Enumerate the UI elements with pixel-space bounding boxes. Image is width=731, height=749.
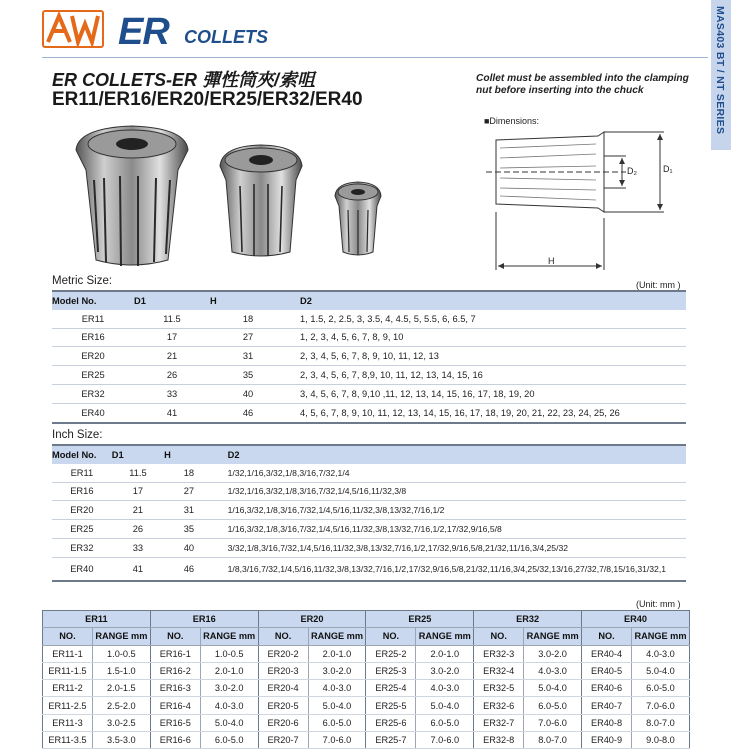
range-group-er11: ER11 [43,611,151,628]
table-row [43,732,690,749]
d1-cell: 26 [112,520,164,539]
h-cell: 40 [164,538,214,557]
dimensions-label: ■Dimensions: [484,116,539,126]
d2-cell: 2, 3, 4, 5, 6, 7, 8, 9, 10, 11, 12, 13 [286,347,686,366]
h-cell: 18 [164,464,214,482]
range-no-cell: ER32-8 [474,732,524,749]
range-table-body [43,645,690,749]
d2-cell: 1/32,1/16,3/32,1/8,3/16,7/32,1/4 [214,464,686,482]
table-row [52,538,686,557]
range-no-cell: ER40-6 [582,680,632,697]
range-group-er25: ER25 [366,611,474,628]
range-subheader-range: RANGE mm [92,628,150,645]
range-value-cell: 9.0-8.0 [631,732,689,749]
model-cell: ER32 [52,538,112,557]
company-logo [42,10,104,48]
range-no-cell: ER32-4 [474,662,524,679]
range-value-cell: 3.0-2.5 [92,714,150,731]
model-cell: ER11 [52,310,134,328]
page-title: ER COLLETS-ER 彈性筒夾/索咀 [52,70,316,90]
range-value-cell: 1.5-1.0 [92,662,150,679]
range-value-cell: 2.0-1.5 [92,680,150,697]
model-cell: ER25 [52,366,134,385]
table-row [43,714,690,731]
range-value-cell: 2.0-1.0 [200,662,258,679]
range-no-cell: ER32-7 [474,714,524,731]
model-cell: ER40 [52,557,112,580]
inch-header-d1: D1 [112,445,164,464]
range-no-cell: ER20-3 [258,662,308,679]
inch-header-h: H [164,445,214,464]
range-subheader-no: NO. [150,628,200,645]
range-no-cell: ER32-5 [474,680,524,697]
h-cell: 40 [210,384,286,403]
range-value-cell: 2.5-2.0 [92,697,150,714]
range-no-cell: ER40-7 [582,697,632,714]
range-unit: (Unit: mm ) [636,599,681,609]
range-no-cell: ER25-5 [366,697,416,714]
assembly-note: Collet must be assembled into the clamping nut before inserting into the chuck [476,73,689,96]
range-no-cell: ER16-2 [150,662,200,679]
range-value-cell: 5.0-4.0 [631,662,689,679]
d1-cell: 41 [112,557,164,580]
range-no-cell: ER40-8 [582,714,632,731]
range-value-cell: 7.0-6.0 [524,714,582,731]
range-no-cell: ER32-3 [474,645,524,662]
d2-cell: 3, 4, 5, 6, 7, 8, 9,10 ,11, 12, 13, 14, 15, 16, 17, 18, 19, 20 [286,384,686,403]
range-group-er20: ER20 [258,611,366,628]
d2-cell: 1, 1.5, 2, 2.5, 3, 3.5, 4, 4.5, 5, 5.5, 6, 6.5, 7 [286,310,686,328]
table-row [52,501,686,520]
table-row [43,662,690,679]
d2-cell: 1/16,3/32,1/8,3/16,7/32,1/4,5/16,11/32,3/8,13/32,7/16,1/2,17/32,9/16,5/8 [214,520,686,539]
range-value-cell: 3.5-3.0 [92,732,150,749]
table-row [52,403,686,422]
range-subheader-no: NO. [474,628,524,645]
d2-cell: 1, 2, 3, 4, 5, 6, 7, 8, 9, 10 [286,328,686,347]
d2-cell: 3/32,1/8,3/16,7/32,1/4,5/16,11/32,3/8,13/32,7/16,1/2,17/32,9/16,5/8,21/32,11/16,3/4,25/32 [214,538,686,557]
range-no-cell: ER20-6 [258,714,308,731]
range-value-cell: 5.0-4.0 [200,714,258,731]
range-group-er32: ER32 [474,611,582,628]
range-value-cell: 3.0-2.0 [308,662,366,679]
collet-small-image [333,180,383,258]
range-no-cell: ER40-5 [582,662,632,679]
header-divider [42,57,708,58]
range-value-cell: 7.0-6.0 [631,697,689,714]
brand-title: ER [118,11,169,53]
table-row [52,366,686,385]
range-value-cell: 2.0-1.0 [416,645,474,662]
d1-cell: 11.5 [134,310,210,328]
range-group-er16: ER16 [150,611,258,628]
page-subtitle: ER11/ER16/ER20/ER25/ER32/ER40 [52,89,363,110]
d2-cell: 4, 5, 6, 7, 8, 9, 10, 11, 12, 13, 14, 15, 16, 17, 18, 19, 20, 21, 22, 23, 24, 25, 26 [286,403,686,422]
d1-cell: 17 [112,482,164,501]
range-value-cell: 6.0-5.0 [308,714,366,731]
range-value-cell: 3.0-2.0 [524,645,582,662]
d1-cell: 26 [134,366,210,385]
range-no-cell: ER25-7 [366,732,416,749]
inch-table [52,444,686,582]
range-no-cell: ER32-6 [474,697,524,714]
range-value-cell: 5.0-4.0 [308,697,366,714]
range-subheader-range: RANGE mm [200,628,258,645]
d2-cell: 2, 3, 4, 5, 6, 7, 8,9, 10, 11, 12, 13, 14, 15, 16 [286,366,686,385]
inch-header-model: Model No. [52,445,112,464]
metric-header-h: H [210,291,286,310]
range-subheader-range: RANGE mm [308,628,366,645]
range-no-cell: ER25-2 [366,645,416,662]
h-cell: 27 [164,482,214,501]
model-cell: ER16 [52,482,112,501]
range-value-cell: 3.0-2.0 [200,680,258,697]
range-value-cell: 8.0-7.0 [524,732,582,749]
range-value-cell: 4.0-3.0 [524,662,582,679]
range-subheader-no: NO. [43,628,93,645]
range-no-cell: ER40-9 [582,732,632,749]
range-no-cell: ER25-4 [366,680,416,697]
metric-caption: Metric Size: [52,275,113,287]
h-cell: 31 [210,347,286,366]
model-cell: ER20 [52,347,134,366]
range-no-cell: ER16-5 [150,714,200,731]
inch-header-d2: D2 [214,445,686,464]
range-no-cell: ER40-4 [582,645,632,662]
h-cell: 35 [210,366,286,385]
range-value-cell: 6.0-5.0 [524,697,582,714]
inch-caption: Inch Size: [52,429,103,441]
range-value-cell: 6.0-5.0 [200,732,258,749]
range-no-cell: ER11-2.5 [43,697,93,714]
d1-label: D₁ [663,164,673,174]
range-value-cell: 1.0-0.5 [92,645,150,662]
d1-cell: 33 [112,538,164,557]
range-no-cell: ER20-4 [258,680,308,697]
h-cell: 27 [210,328,286,347]
range-value-cell: 1.0-0.5 [200,645,258,662]
d2-cell: 1/16,3/32,1/8,3/16,7/32,1/4,5/16,11/32,3/8,13/32,7/16,1/2 [214,501,686,520]
d2-cell: 1/32,1/16,3/32,1/8,3/16,7/32,1/4,5/16,11/32,3/8 [214,482,686,501]
range-no-cell: ER11-1 [43,645,93,662]
d1-cell: 33 [134,384,210,403]
table-row [52,328,686,347]
table-row [52,310,686,328]
series-label: MAS403 BT / NT SERIES [714,6,726,135]
model-cell: ER16 [52,328,134,347]
table-row [43,680,690,697]
range-value-cell: 5.0-4.0 [416,697,474,714]
model-cell: ER11 [52,464,112,482]
range-value-cell: 7.0-6.0 [308,732,366,749]
h-cell: 46 [164,557,214,580]
model-cell: ER25 [52,520,112,539]
d1-cell: 21 [112,501,164,520]
d2-label: D₂ [627,166,637,176]
range-group-er40: ER40 [582,611,690,628]
range-subheader-no: NO. [366,628,416,645]
model-cell: ER32 [52,384,134,403]
table-row [52,464,686,482]
range-subheader-no: NO. [582,628,632,645]
metric-table [52,290,686,424]
d1-cell: 11.5 [112,464,164,482]
range-no-cell: ER16-3 [150,680,200,697]
model-cell: ER20 [52,501,112,520]
table-row [52,557,686,580]
range-table [42,610,690,749]
table-row [52,482,686,501]
range-value-cell: 4.0-3.0 [200,697,258,714]
range-value-cell: 7.0-6.0 [416,732,474,749]
range-value-cell: 2.0-1.0 [308,645,366,662]
table-row [43,697,690,714]
range-no-cell: ER16-1 [150,645,200,662]
range-value-cell: 6.0-5.0 [416,714,474,731]
d1-cell: 21 [134,347,210,366]
range-value-cell: 8.0-7.0 [631,714,689,731]
range-subheader-range: RANGE mm [524,628,582,645]
h-label: H [548,256,555,266]
model-cell: ER40 [52,403,134,422]
h-cell: 18 [210,310,286,328]
collet-medium-image [216,142,306,260]
range-no-cell: ER16-6 [150,732,200,749]
range-no-cell: ER20-7 [258,732,308,749]
range-subheader-range: RANGE mm [631,628,689,645]
range-value-cell: 6.0-5.0 [631,680,689,697]
range-no-cell: ER25-3 [366,662,416,679]
table-row [52,384,686,403]
range-value-cell: 4.0-3.0 [631,645,689,662]
d1-cell: 17 [134,328,210,347]
table-row [43,645,690,662]
range-subheader-range: RANGE mm [416,628,474,645]
range-no-cell: ER16-4 [150,697,200,714]
range-no-cell: ER20-2 [258,645,308,662]
metric-header-d2: D2 [286,291,686,310]
range-value-cell: 5.0-4.0 [524,680,582,697]
brand-subtitle: COLLETS [184,27,268,47]
range-no-cell: ER20-5 [258,697,308,714]
table-row [52,347,686,366]
range-no-cell: ER11-3.5 [43,732,93,749]
h-cell: 35 [164,520,214,539]
d2-cell: 1/8,3/16,7/32,1/4,5/16,11/32,3/8,13/32,7/16,1/2,17/32,9/16,5/8,21/32,11/16,3/4,25/32,13/16,27/32,7/8,15/16,31/32,1 [214,557,686,580]
dimension-drawing [486,128,676,274]
table-row [52,520,686,539]
metric-header-d1: D1 [134,291,210,310]
range-value-cell: 4.0-3.0 [416,680,474,697]
range-no-cell: ER11-3 [43,714,93,731]
range-subheader-no: NO. [258,628,308,645]
h-cell: 46 [210,403,286,422]
range-value-cell: 4.0-3.0 [308,680,366,697]
logo-mark-icon [44,12,102,46]
metric-unit: (Unit: mm ) [636,280,681,290]
collet-large-image [68,120,196,270]
range-value-cell: 3.0-2.0 [416,662,474,679]
range-no-cell: ER11-1.5 [43,662,93,679]
metric-header-model: Model No. [52,291,134,310]
range-no-cell: ER11-2 [43,680,93,697]
range-no-cell: ER25-6 [366,714,416,731]
d1-cell: 41 [134,403,210,422]
h-cell: 31 [164,501,214,520]
